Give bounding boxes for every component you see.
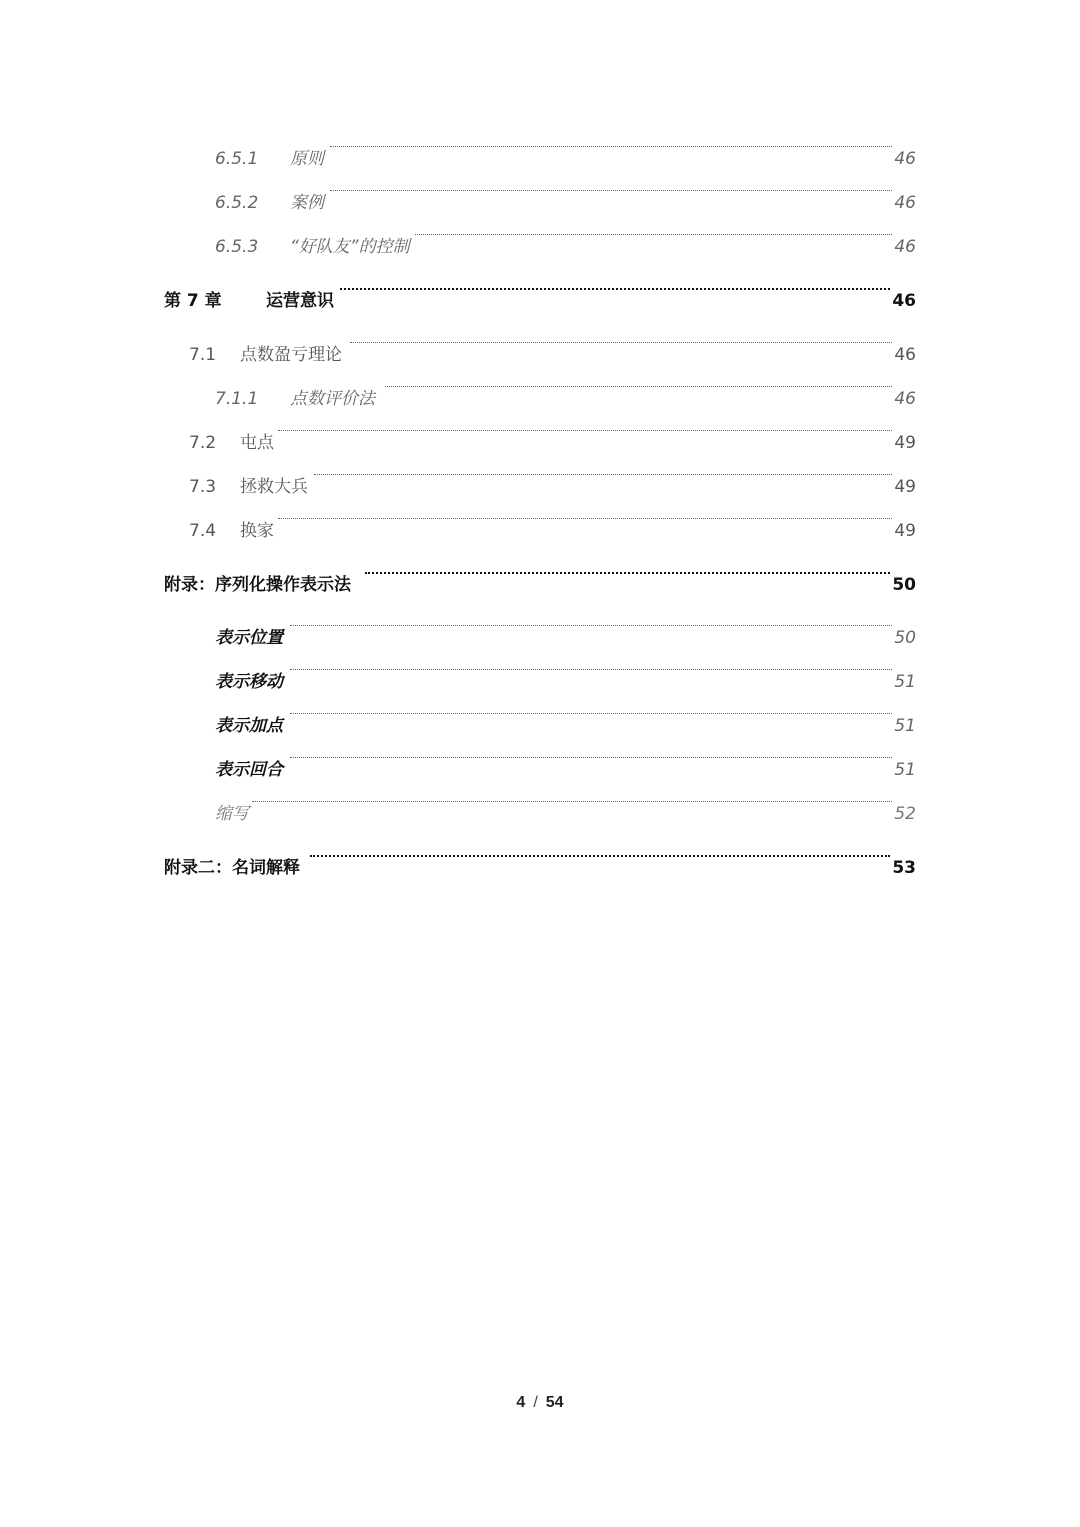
toc-entry-title: 表示位置 [215,625,285,651]
toc-entry-title: 表示回合 [215,757,285,783]
toc-entry-page: 49 [892,430,916,456]
toc-entry-page: 50 [892,625,916,651]
toc-entry-title: 表示加点 [215,713,285,739]
toc-entry-page: 46 [892,234,916,260]
toc-entry-title: 点数盈亏理论 [240,342,344,368]
toc-entry-page: 49 [892,518,916,544]
toc-entry-title: 案例 [290,190,326,216]
toc-entry-title: 换家 [240,518,276,544]
toc-entry-7-2[interactable] [0,430,1080,456]
toc-dot-leader [290,757,892,758]
toc-entry-title: “好队友”的控制 [290,234,412,260]
toc-entry-number: 7.1.1 [215,389,259,409]
toc-entry-movement[interactable] [0,669,1080,695]
toc-entry-number: 第 7 章 [164,291,222,311]
toc-dot-leader [350,342,892,343]
toc-entry-abbreviation[interactable] [0,801,1080,827]
toc-entry-chapter-7[interactable] [0,288,1080,314]
toc-entry-page: 50 [890,572,916,598]
toc-entry-appendix-1[interactable] [0,572,1080,598]
toc-entry-page: 46 [892,146,916,172]
toc-entry-page: 46 [892,190,916,216]
toc-dot-leader [365,572,890,574]
toc-dot-leader [278,430,892,431]
toc-entry-title: 运营意识 [266,288,336,314]
toc-entry-title: 点数评价法 [290,386,377,412]
toc-entry-page: 46 [892,342,916,368]
toc-entry-page: 49 [892,474,916,500]
toc-dot-leader [290,625,892,626]
toc-dot-leader [290,713,892,714]
toc-dot-leader [252,801,892,802]
toc-entry-add-point[interactable] [0,713,1080,739]
toc-dot-leader [340,288,890,290]
toc-entry-7-3[interactable] [0,474,1080,500]
toc-entry-6-5-3[interactable] [0,234,1080,260]
page-number-footer [0,1394,1080,1412]
toc-entry-6-5-1[interactable] [0,146,1080,172]
toc-entry-title: 屯点 [240,430,276,456]
toc-entry-title: 原则 [290,146,326,172]
toc-entry-number: 7.1 [189,345,217,365]
toc-entry-page: 52 [892,801,916,827]
toc-dot-leader [330,190,892,191]
toc-dot-leader [330,146,892,147]
toc-entry-title: 缩写 [215,801,251,827]
toc-entry-number: 7.2 [189,433,217,453]
toc-entry-page: 51 [892,757,916,783]
toc-entry-page: 51 [892,669,916,695]
toc-entry-number: 6.5.3 [215,237,259,257]
toc-entry-number: 7.3 [189,477,217,497]
current-page-number: 4 [516,1394,526,1411]
toc-dot-leader [310,855,890,857]
toc-entry-number: 6.5.1 [215,149,259,169]
toc-entry-number: 7.4 [189,521,217,541]
toc-dot-leader [415,234,892,235]
toc-entry-position[interactable] [0,625,1080,651]
page-separator: / [533,1394,538,1411]
toc-dot-leader [290,669,892,670]
toc-entry-title: 附录二：名词解释 [164,855,302,881]
toc-entry-page: 51 [892,713,916,739]
toc-entry-page: 53 [890,855,916,881]
toc-entry-title: 附录：序列化操作表示法 [164,572,353,598]
toc-entry-7-1[interactable] [0,342,1080,368]
toc-entry-page: 46 [892,386,916,412]
toc-dot-leader [278,518,892,519]
toc-entry-appendix-2[interactable] [0,855,1080,881]
toc-entry-6-5-2[interactable] [0,190,1080,216]
toc-entry-7-1-1[interactable] [0,386,1080,412]
toc-dot-leader [385,386,892,387]
toc-entry-page: 46 [890,288,916,314]
toc-entry-turn[interactable] [0,757,1080,783]
toc-entry-number: 6.5.2 [215,193,259,213]
toc-entry-7-4[interactable] [0,518,1080,544]
total-page-count: 54 [545,1394,564,1411]
toc-dot-leader [314,474,892,475]
toc-entry-title: 拯救大兵 [240,474,310,500]
toc-entry-title: 表示移动 [215,669,285,695]
